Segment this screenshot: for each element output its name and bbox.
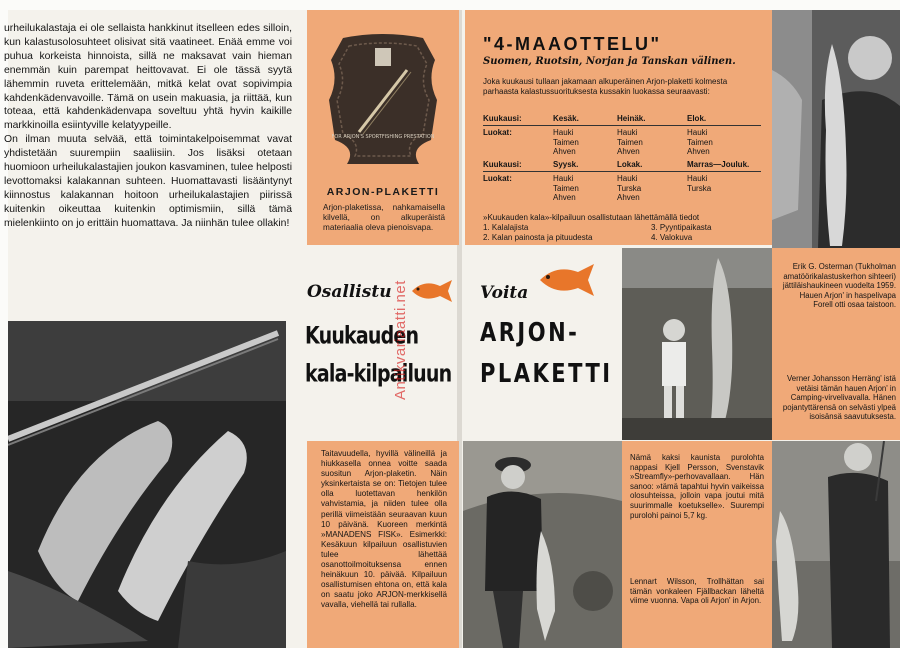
arjon-headline-2: PLAKETTI (480, 359, 613, 389)
article-paragraph-1: urheilukalastaja ei ole sellaista hankkinut itselleen edes silloin, kun kalastusolosuhteet olisivat sitä vaatineet. Enää emme voi puhua korkeista hinnoista, sillä ne maksavat vain hieman enemmän kuin parempat heittovavat. Ei ole tässä syytä lähemmin ruveta erittelemään, mitkä kelat ovat sopivimpia kahdenkädenvavoille. Tämä on usein makuasia, ja riittää, kun toteaa, että kahdenkädenvapa soveltuu yhtä hyvin kaikille markkinoilla esiintyville kelatyypeille. (4, 23, 292, 132)
luokat-label-1: Luokat: (483, 128, 512, 137)
list-item: 2. Kalan painosta ja pituudesta (483, 233, 593, 242)
month-2: Heinäk. (617, 114, 646, 123)
month-3: Elok. (687, 114, 707, 123)
caption-erik: Erik G. Osterman (Tukholman amatöörikalastuskerhon sihteeri) jättiläishaukineen vuodelta 1959. Hauen Arjon' in haspelivapa Forell otti osaa taistoon. (782, 262, 896, 310)
caption-lennart: Lennart Wilsson, Trollhättan sai tämän vonkaleen Fjällbackan läheltä viime vuonna. Vapa oli Arjon' in Arjon. (630, 577, 764, 606)
left-article (4, 22, 292, 231)
photo-child-with-pike (622, 248, 772, 440)
child-photo-icon (622, 248, 772, 440)
month-4: Syysk. (553, 160, 579, 169)
photo-caught-fish (8, 321, 286, 648)
caption-panel-erik (772, 248, 900, 440)
man-photo-icon (772, 10, 900, 248)
maaottelu-footer: »Kuukauden kala»-kilpailuun osallistutaan lähettämällä tiedot (483, 213, 700, 222)
kuukausi-label-2: Kuukausi: (483, 160, 522, 169)
rule-line (483, 171, 761, 172)
luokat-label-2: Luokat: (483, 174, 512, 183)
photo-angler-two-fish (463, 441, 622, 648)
plaque-engraving: FOR ARJON'S SPORTFISHING PRESTATION (331, 134, 435, 140)
caption-verner: Verner Johansson Herräng' istä vetäisi tämän hauen Arjon' in Camping-virvelivavalla. Hänen pojantyttärensä on selvästi ylpeä isoisänsä saavutuksesta. (782, 374, 896, 422)
promo-headline-2: kala-kilpailuun (305, 360, 452, 388)
month-1: Kesäk. (553, 114, 579, 123)
classes-3: Hauki Taimen Ahven (687, 128, 713, 157)
classes-4: Hauki Taimen Ahven (553, 174, 579, 203)
classes-6: Hauki Turska (687, 174, 712, 193)
rule-line (483, 125, 761, 126)
list-item: 3. Pyyntipaikasta (651, 223, 712, 232)
promo-headline-1: Kuukauden (305, 322, 419, 350)
leather-plaque-icon (323, 30, 443, 170)
maaottelu-title: "4-MAAOTTELU" (483, 34, 662, 54)
fish-photo-icon (8, 321, 286, 648)
rules-panel (307, 441, 459, 648)
maaottelu-panel (465, 10, 772, 245)
kuukausi-label-1: Kuukausi: (483, 114, 522, 123)
list-item: 4. Valokuva (651, 233, 693, 242)
month-5: Lokak. (617, 160, 643, 169)
voita-label: Voita (480, 283, 529, 303)
man-cod-photo-icon (772, 441, 900, 648)
classes-2: Hauki Taimen Ahven (617, 128, 643, 157)
photo-man-with-pike (772, 10, 900, 248)
maaottelu-intro: Joka kuukausi tullaan jakamaan alkuperäinen Arjon-plaketti kolmesta parhaasta kalastussuorituksesta kussakin luokassa seuraavasti: (483, 77, 728, 96)
photo-man-with-cod (772, 441, 900, 648)
caption-panel-kjell (622, 441, 772, 648)
arjon-plaque-panel (307, 10, 459, 245)
plaque-title: ARJON-PLAKETTI (326, 186, 440, 198)
fish-icon-right (538, 262, 596, 298)
article-paragraph-2: On ilman muuta selvää, että toimintakelpoisemmat vavat yhdistetään suurempiin saaliisiin. Jos lisäksi otetaan huomioon urheilukalastajien joukon kasvaminen, tulee helposti levottomaksi kalakannan suhteen. Huomattavasti lisääntynyt kiinnostus kalakannan hoitoon urheilukalastajien piirissä kuitenkin oikeuttaa kuitenkin optimismiin, sillä tämä mielenkiinto on jo erittäin huomattava. Ja niinhän tulee ollakin! (4, 134, 292, 229)
arjon-headline-1: ARJON- (480, 318, 580, 348)
plaque-description: Arjon-plaketissa, nahkamaisella kilvellä, on alkuperäistä materiaalia oleva pienoisvapa. (323, 203, 445, 232)
list-item: 1. Kalalajista (483, 223, 529, 232)
maaottelu-subtitle: Suomen, Ruotsin, Norjan ja Tanskan välinen. (483, 56, 736, 67)
fish-icon-left (410, 278, 454, 304)
osallistu-label: Osallistu (307, 282, 392, 302)
classes-5: Hauki Turska Ahven (617, 174, 642, 203)
caption-kjell: Nämä kaksi kaunista purolohta nappasi Kjell Persson, Svenstavik »Streamfly»-perhovavallaan. Hän sanoo: »tämä tapahtui hyvin vaikeissa olosuhteissa, jolloin vapa joutui mitä suurimmalle koetukselle». Suurempi purolohi painoi 5,7 kg. (630, 453, 764, 520)
watermark: Antikvariaatti.net (392, 280, 409, 400)
classes-1: Hauki Taimen Ahven (553, 128, 579, 157)
rules-text: Taitavuudella, hyvillä välineillä ja hiukkasella onnea voitte saada suositun Arjon-plaketin. Näin yksinkertaista se on: Tietojen tulee olla luotettavan henkilön vahvistamia, ja niiden tulee olla perillä viimeistään seuraavan kuun 10 päivänä. Kuoreen merkintä »MANADENS FISK». Esimerkki: Kesäkuun kilpailuun osallistuvien tulee lähettää osanottoilmoituksensa ennen heinäkuun 10. päivää. Kilpailuun osallistumisen ehtona on, että kala on saatu joko ARJON-merkkisellä vavalla, viehellä tai rullalla. (321, 449, 447, 610)
angler-photo-icon (463, 441, 622, 648)
month-6: Marras—Jouluk. (687, 160, 750, 169)
